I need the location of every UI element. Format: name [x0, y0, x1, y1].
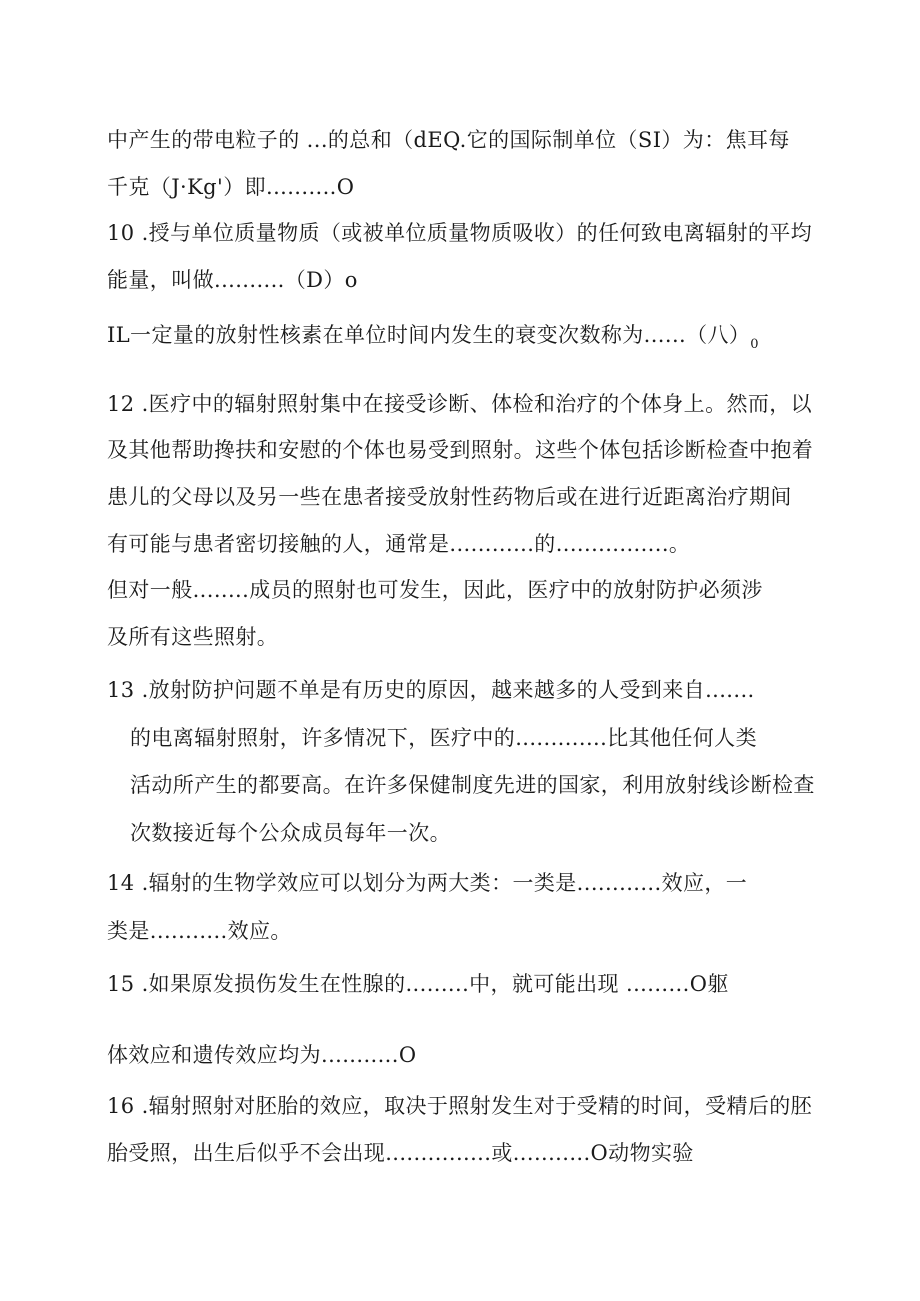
question-12-line-6: 及所有这些照射。	[107, 625, 279, 649]
question-11-text: IL一定量的放射性核素在单位时间内发生的衰变次数称为......（八）	[107, 323, 751, 347]
question-12-line-2: 及其他帮助搀扶和安慰的个体也易受到照射。这些个体包括诊断检查中抱着	[107, 438, 814, 462]
question-13-line-3: 活动所产生的都要高。在许多保健制度先进的国家，利用放射线诊断检查	[130, 773, 815, 797]
question-13-line-1: 13 .放射防护问题不单是有历史的原因，越来越多的人受到来自.......	[107, 678, 755, 702]
question-10-line-1: 10 .授与单位质量物质（或被单位质量物质吸收）的任何致电离辐射的平均	[107, 221, 813, 245]
question-16-line-2: 胎受照，出生后似乎不会出现...............或...........O动物实验	[107, 1141, 694, 1165]
question-15-line-1: 15 .如果原发损伤发生在性腺的.........中，就可能出现 .........O躯	[107, 972, 729, 996]
question-11-line	[107, 321, 759, 359]
question-16-line-1: 16 .辐射照射对胚胎的效应，取决于照射发生对于受精的时间，受精后的胚	[107, 1094, 813, 1118]
question-13-line-2: 的电离辐射照射，许多情况下，医疗中的.............比其他任何人类	[130, 726, 757, 750]
question-14-line-1: 14 .辐射的生物学效应可以划分为两大类：一类是............效应，一	[107, 871, 748, 895]
question-12-line-3: 患儿的父母以及另一些在患者接受放射性药物后或在进行近距离治疗期间	[107, 485, 792, 509]
text-line-1: 中产生的带电粒子的 ...的总和（dEQ.它的国际制单位（SI）为：焦耳每	[107, 128, 790, 152]
question-12-line-4: 有可能与患者密切接触的人，通常是............的................。	[107, 532, 691, 556]
question-12-line-5: 但对一般........成员的照射也可发生，因此，医疗中的放射防护必须涉	[107, 578, 763, 602]
question-11-subscript: 0	[750, 337, 759, 352]
question-15-line-2: 体效应和遗传效应均为...........O	[107, 1043, 417, 1067]
question-12-line-1: 12 .医疗中的辐射照射集中在接受诊断、体检和治疗的个体身上。然而，以	[107, 392, 813, 416]
question-13-line-4: 次数接近每个公众成员每年一次。	[130, 821, 451, 845]
text-line-2: 千克（J·Kg'）即..........O	[107, 175, 355, 199]
question-14-line-2: 类是...........效应。	[107, 919, 292, 943]
question-10-line-2: 能量，叫做..........（D）o	[107, 268, 358, 292]
